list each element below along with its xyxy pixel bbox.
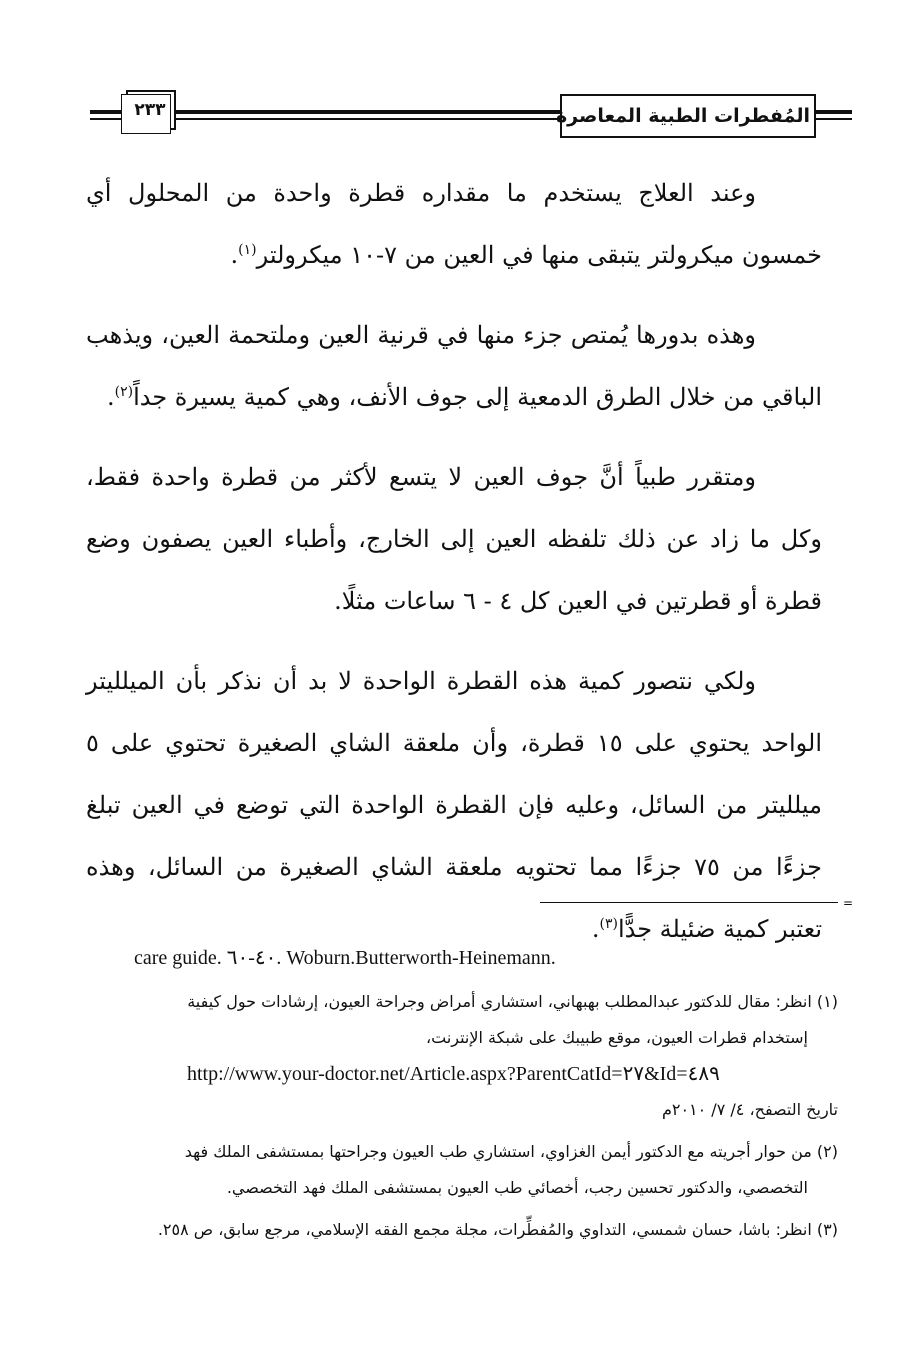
running-title: المُفطرات الطبية المعاصرة (555, 105, 810, 127)
footnote-1-line-1: (١) انظر: مقال للدكتور عبدالمطلب بهبهاني، استشاري أمراض وجراحة العيون، إرشادات حول كيفية (187, 992, 838, 1011)
page-number: ٢٣٣ (134, 100, 166, 120)
footnote-ref[interactable]: (٢) (114, 384, 134, 400)
footnote-ref[interactable]: (١) (238, 242, 257, 258)
footnote-2-line-2: التخصصي، والدكتور تحسين رجب، أخصائي طب العيون بمستشفى الملك فهد التخصصي. (226, 1178, 808, 1197)
header-rule-right-thick (816, 110, 852, 114)
footnote-1-url[interactable]: http://www.your-doctor.net/Article.aspx?ParentCatId=٢٧&Id=٤٨٩ (187, 1063, 720, 1085)
footnote-separator-mark: = (843, 896, 854, 910)
footnote-2-line-1: (٢) من حوار أجريته مع الدكتور أيمن الغزاوي، استشاري طب العيون وجراحتها بمستشفى الملك فهد (184, 1142, 838, 1161)
footnote-ref[interactable]: (٣) (599, 916, 618, 932)
body-paragraph: وهذه بدورها يُمتص جزء منها في قرنية العين وملتحمة العين، ويذهب الباقي من خلال الطرق الدمعية إلى جوف الأنف، وهي كمية يسيرة جداً$^{(٢)}$. (86, 321, 822, 411)
footnote-separator (540, 902, 838, 903)
header-rule-middle-thin (176, 118, 560, 120)
header-rule-middle-thick (176, 110, 560, 114)
footnote-1-date: تاريخ التصفح، ٤/ ٧/ ٢٠١٠م (661, 1100, 838, 1119)
body-text (86, 162, 822, 960)
footnote-1-line-2: إستخدام قطرات العيون، موقع طبيبك على شبكة الإنترنت، (425, 1028, 808, 1047)
body-paragraph: ولكي نتصور كمية هذه القطرة الواحدة لا بد أن نذكر بأن الميلليتر الواحد يحتوي على ١٥ قطرة، وأن ملعقة الشاي الصغيرة تحتوي على ٥ ميلليتر من السائل، وعليه فإن القطرة الواحدة التي توضع في العين تبلغ جزءًا من ٧٥ جزءًا مما تحتويه ملعقة الشاي الصغيرة من السائل، وهذه تعتبر كمية ضئيلة جدًّا$^{(٣)}$. (86, 667, 823, 943)
footnote-3: (٣) انظر: باشا، حسان شمسي، التداوي والمُفطِّرات، مجلة مجمع الفقه الإسلامي، مرجع سابق، ص ٢٥٨. (157, 1220, 838, 1239)
header-rule-right-thin (816, 118, 852, 120)
footnote-carryover: care guide. ٤٠-٦٠. Woburn.Butterworth-Heinemann. (134, 947, 556, 969)
body-paragraph: ومتقرر طبياً أنَّ جوف العين لا يتسع لأكثر من قطرة واحدة فقط، وكل ما زاد عن ذلك تلفظه العين إلى الخارج، وأطباء العين يصفون وضع قطرة أو قطرتين في العين كل ٤ - ٦ ساعات مثلًا. (86, 463, 822, 615)
body-paragraph: وعند العلاج يستخدم ما مقداره قطرة واحدة من المحلول أي خمسون ميكرولتر يتبقى منها في العين من ٧-١٠ ميكرولتر$^{(١)}$. (86, 179, 822, 269)
